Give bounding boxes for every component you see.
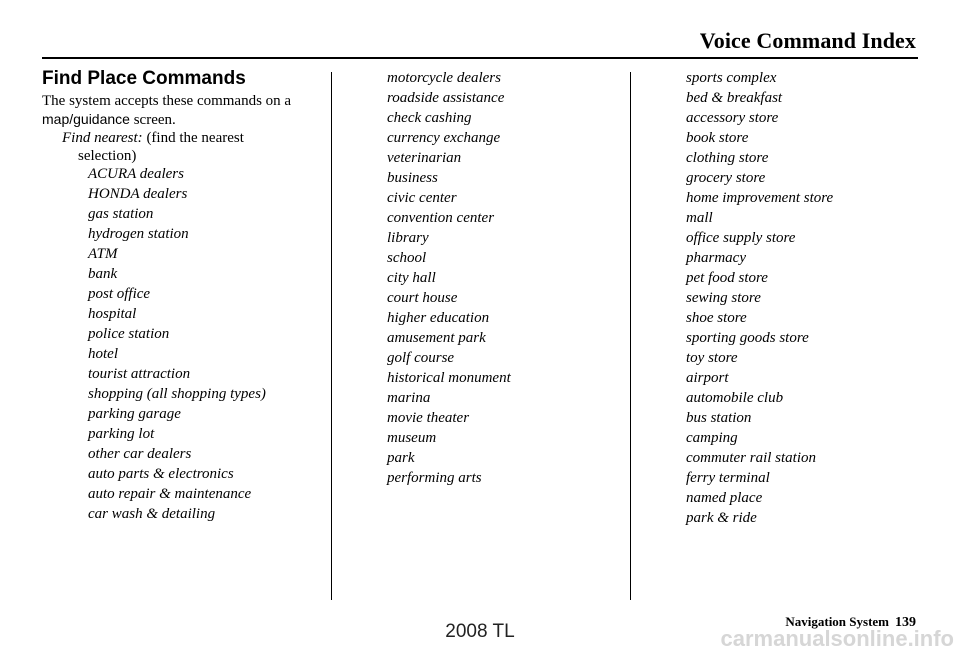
section-title: Find Place Commands [42, 68, 246, 89]
header-divider [42, 57, 918, 59]
command-item: home improvement store [686, 190, 834, 206]
command-item: hospital [88, 306, 137, 322]
command-item: bank [88, 266, 118, 282]
command-item: parking lot [88, 426, 155, 442]
intro-screen-name: map/guidance [42, 111, 130, 127]
command-item: mall [686, 210, 713, 226]
command-item: police station [88, 326, 170, 342]
command-item: toy store [686, 350, 738, 366]
command-item: automobile club [686, 390, 784, 406]
command-item: marina [387, 390, 431, 406]
command-item: sporting goods store [686, 330, 809, 346]
find-nearest-desc-cont: selection) [78, 148, 137, 164]
command-item: historical monument [387, 370, 511, 386]
command-item: hydrogen station [88, 226, 189, 242]
command-list-col1 [88, 164, 266, 524]
command-item: office supply store [686, 230, 796, 246]
page-header-title: Voice Command Index [699, 28, 916, 53]
command-item: sports complex [686, 70, 777, 86]
command-item: park & ride [686, 510, 757, 526]
command-item: check cashing [387, 110, 472, 126]
command-item: commuter rail station [686, 450, 816, 466]
command-item: city hall [387, 270, 436, 286]
command-item: performing arts [387, 470, 482, 486]
command-item: convention center [387, 210, 495, 226]
command-item: shopping (all shopping types) [88, 386, 266, 402]
command-item: amusement park [387, 330, 486, 346]
command-item: ATM [88, 246, 118, 262]
command-item: sewing store [686, 290, 761, 306]
command-item: named place [686, 490, 763, 506]
command-item: currency exchange [387, 130, 501, 146]
command-item: other car dealers [88, 446, 192, 462]
command-item: tourist attraction [88, 366, 191, 382]
command-item: car wash & detailing [88, 506, 216, 522]
find-nearest-label: Find nearest: [62, 130, 143, 146]
command-item: bus station [686, 410, 752, 426]
command-list-col3 [686, 68, 833, 528]
command-item: higher education [387, 310, 490, 326]
watermark-text: carmanualsonline.info [720, 626, 954, 651]
command-item: airport [686, 370, 729, 386]
command-item: bed & breakfast [686, 90, 783, 106]
command-list-col2 [387, 68, 511, 488]
command-item: post office [88, 286, 151, 302]
command-item: HONDA dealers [88, 186, 188, 202]
command-item: civic center [387, 190, 457, 206]
column-divider-1 [331, 72, 332, 600]
command-item: park [387, 450, 415, 466]
command-item: pharmacy [686, 250, 746, 266]
command-item: auto repair & maintenance [88, 486, 252, 502]
command-item: hotel [88, 346, 118, 362]
footer-model-year: 2008 TL [445, 621, 515, 642]
command-item: roadside assistance [387, 90, 505, 106]
command-item: museum [387, 430, 437, 446]
command-item: clothing store [686, 150, 769, 166]
command-item: ACURA dealers [88, 166, 184, 182]
command-item: pet food store [686, 270, 768, 286]
command-item: gas station [88, 206, 154, 222]
command-item: court house [387, 290, 458, 306]
command-item: school [387, 250, 427, 266]
command-item: movie theater [387, 410, 470, 426]
command-item: business [387, 170, 438, 186]
command-item: grocery store [686, 170, 766, 186]
command-item: auto parts & electronics [88, 466, 234, 482]
command-item: book store [686, 130, 749, 146]
command-item: camping [686, 430, 738, 446]
intro-text-before: The system accepts these commands on a [42, 93, 292, 109]
find-nearest-command [62, 129, 332, 165]
page-number: 139 [895, 615, 916, 630]
command-item: shoe store [686, 310, 747, 326]
command-item: golf course [387, 350, 455, 366]
command-item: accessory store [686, 110, 779, 126]
footer-book-title: Navigation System [785, 614, 889, 629]
command-item: library [387, 230, 429, 246]
command-item: parking garage [88, 406, 181, 422]
intro-text-after: screen. [129, 112, 176, 128]
intro-paragraph [42, 92, 332, 129]
find-nearest-desc: (find the nearest [142, 130, 244, 146]
command-item: motorcycle dealers [387, 70, 501, 86]
column-divider-2 [630, 72, 631, 600]
command-item: ferry terminal [686, 470, 770, 486]
command-item: veterinarian [387, 150, 462, 166]
